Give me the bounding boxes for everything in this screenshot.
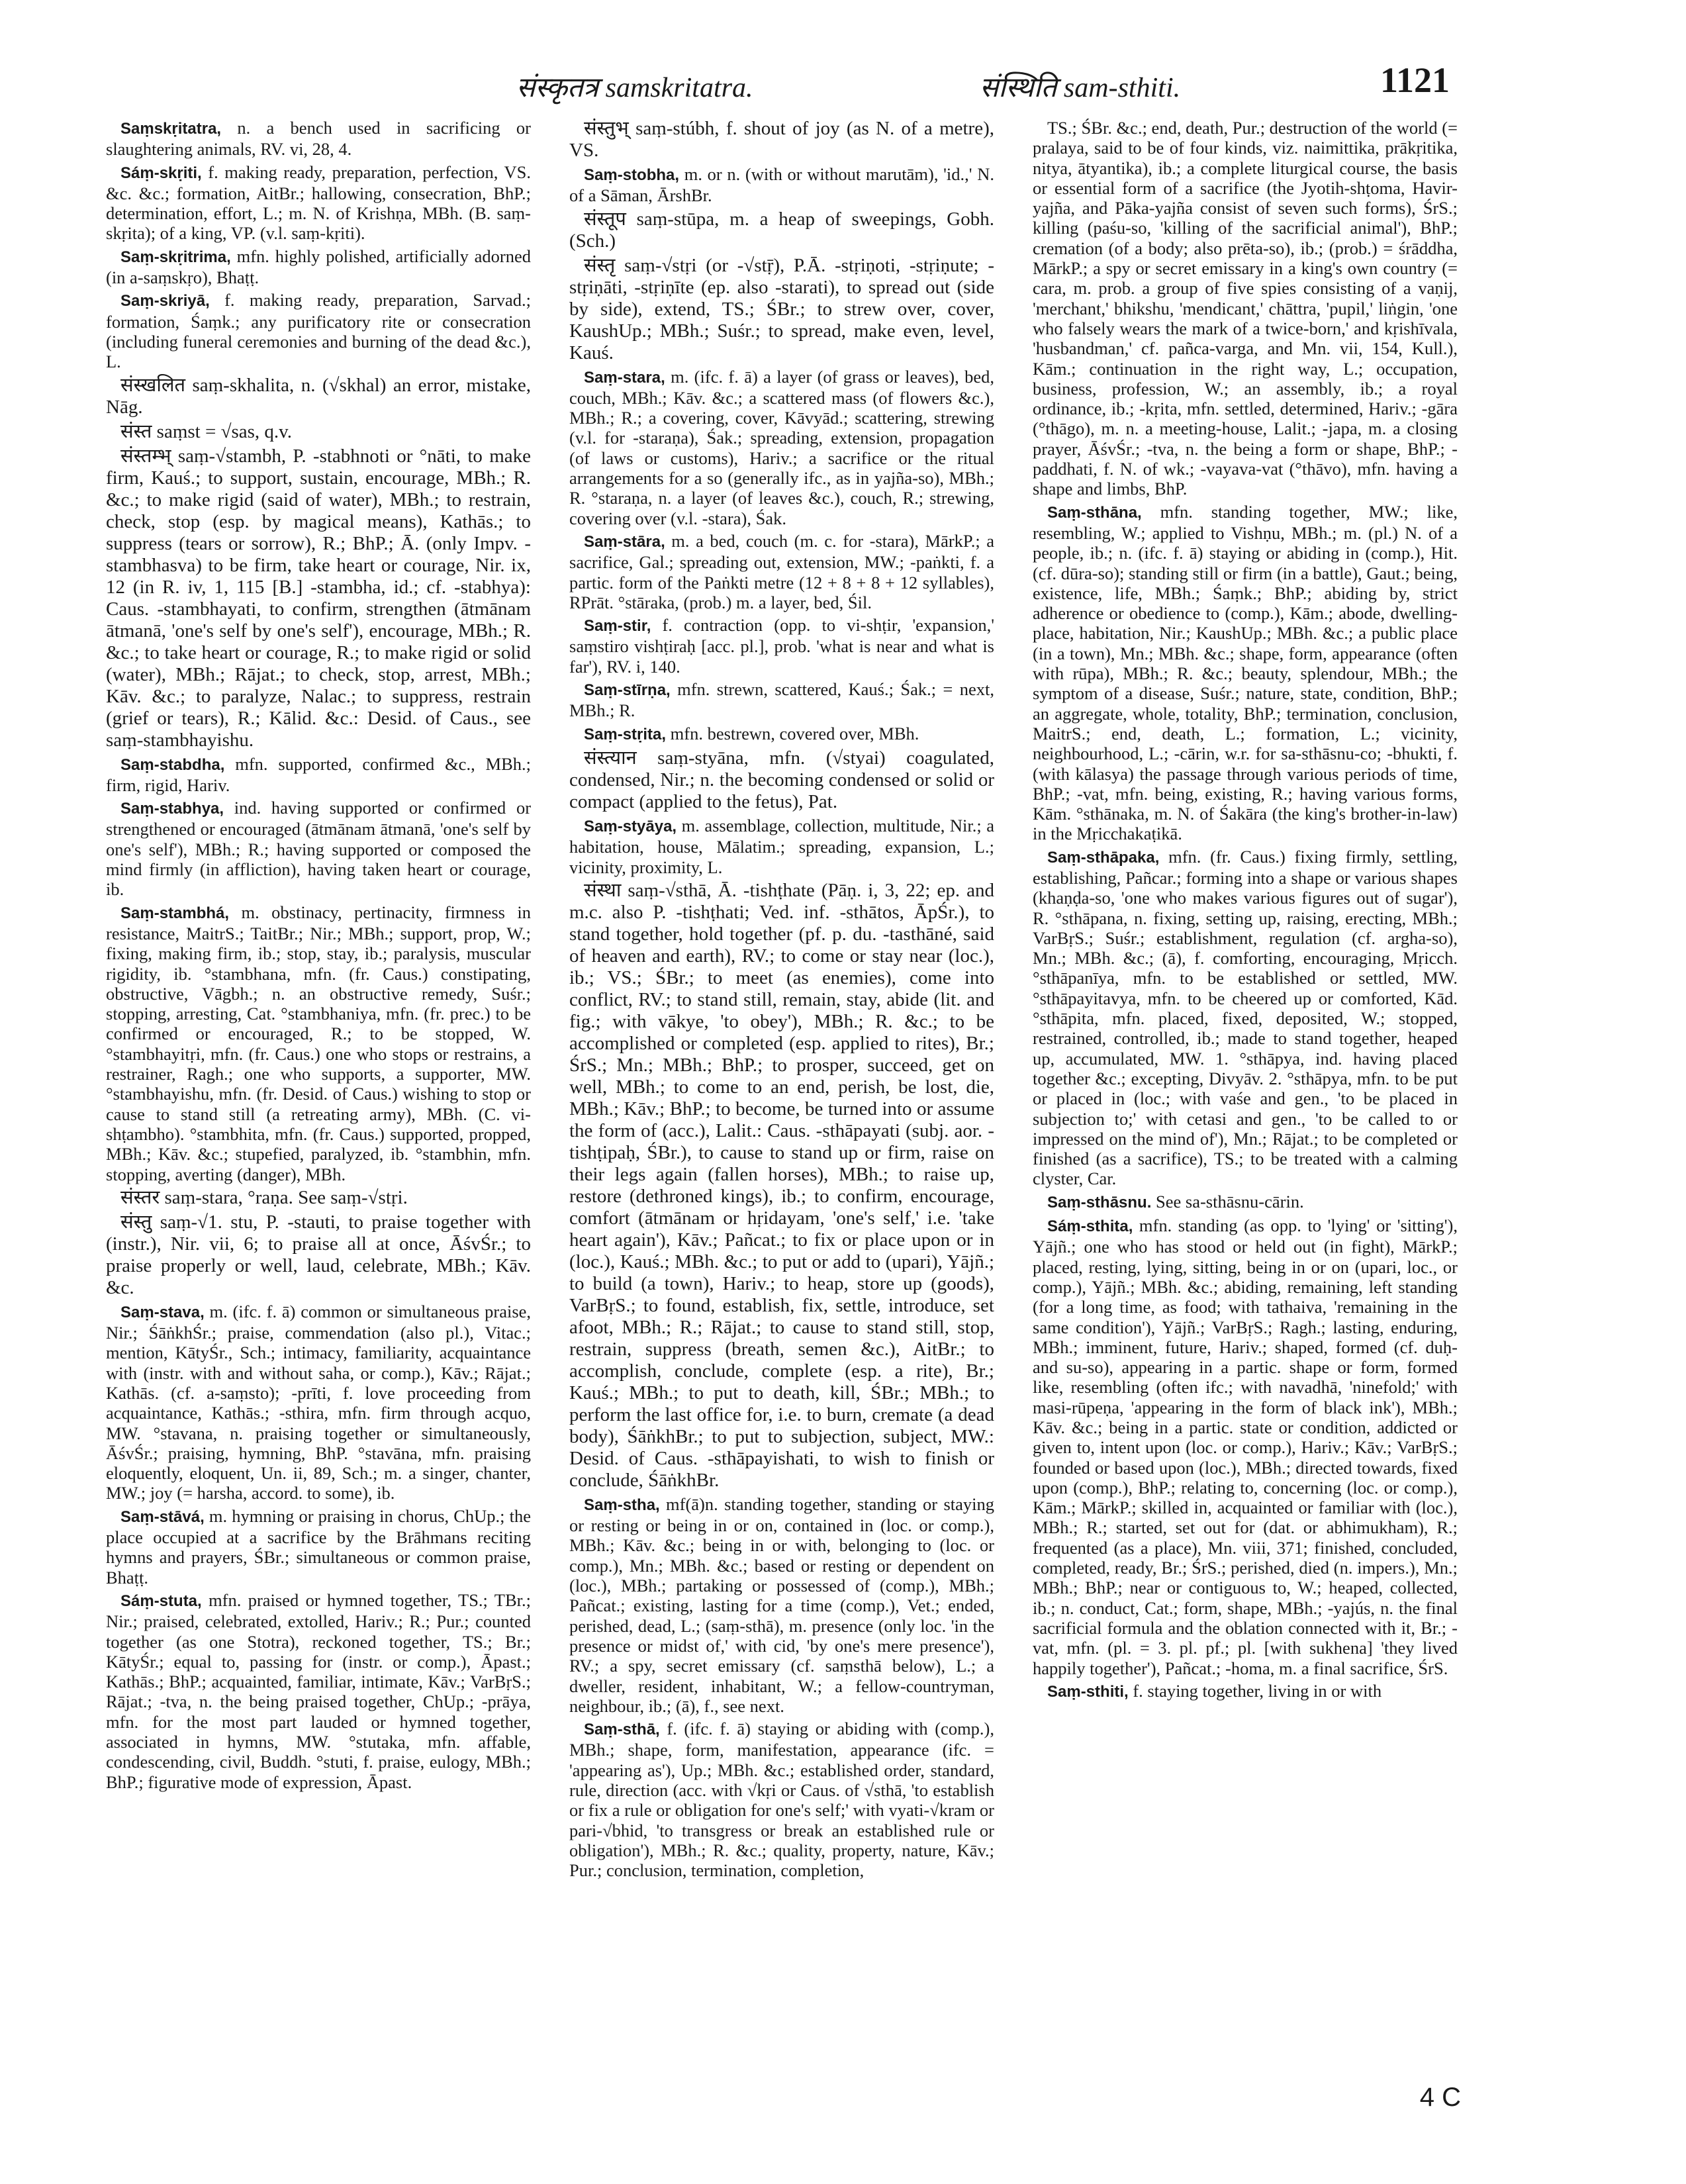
dictionary-entry [106,246,531,288]
header-right-word: संस्थिति sam-sthiti. [980,73,1181,103]
entry-headword: Saṃ-stabhya, [120,800,224,818]
dictionary-entry [569,255,994,364]
dictionary-entry [106,375,531,418]
entry-headword: Saṃ-sthā, [584,1721,660,1739]
signature-mark: 4 C [1419,2083,1461,2112]
dictionary-entry [569,118,994,162]
entry-headword: Saṃ-sthāpaka, [1047,848,1160,867]
dictionary-entry [106,902,531,1184]
text-columns [106,118,1463,2104]
dictionary-entry [1033,847,1458,1189]
dictionary-entry [106,1506,531,1588]
dictionary-entry [569,1494,994,1716]
dictionary-entry [569,164,994,206]
dictionary-entry [569,615,994,677]
dictionary-entry [569,531,994,612]
entry-definition: mf(ā)n. standing together, standing or staying or resting or being in or on, contained in (loc. or comp.), MBh.; Kāv. &c.; being in or with, belonging to (loc. or comp.), Mn.; MBh. &c.; based or resting or dependent on (loc.), MBh.; partaking or possessed of (comp.), MBh.; Pañcat.; existing, lasting for a time (comp.), Vet.; ended, perished, dead, L.; (saṃ-sthā), m. presence (only loc. 'in the presence or midst of,' with cid, 'by one's mere presence'), RV.; a spy, secret emissary (cf. saṃsthā below), L.; a dweller, resident, inhabitant, W.; a fellow-countryman, neighbour, ib.; (ā), f., see next. [569,1494,994,1716]
entry-headword: Saṃ-stṛita, [584,725,667,743]
dictionary-entry [1033,1215,1458,1678]
entry-definition: संस्त saṃst = √sas, q.v. [120,420,293,442]
dictionary-entry [569,209,994,252]
entry-headword: Sáṃ-sthita, [1047,1217,1133,1236]
entry-definition: m. a bed, couch (m. c. for -stara), MārkP.; a sacrifice, Gal.; spreading out, extension, MW.; -paṅkti, f. a partic. form of the Paṅkti metre (12 + 8 + 8 + 12 syllables), RPrāt. °stāraka, (prob.) m. a layer, bed, Śil. [569,530,994,612]
entry-definition: mfn. (fr. Caus.) fixing firmly, settling, establishing, Pañcar.; forming into a shape or various shapes (khaṇḍa-so, 'one who makes various figures out of sugar'), R. °sthāpana, n. fixing, setting up, raising, erecting, MBh.; VarBṛS.; Suśr.; establishment, regulation (cf. argha-so), Mn.; MBh. &c.; (ā), f. comforting, encouraging, Mṛicch. °sthāpanīya, mfn. to be established or settled, MW. °sthāpayitavya, mfn. to be cheered up or comforted, Kād. °sthāpita, mfn. placed, fixed, deposited, W.; stopped, restrained, controlled, ib.; made to stand together, heaped up, accumulated, MW. 1. °sthāpya, ind. having placed together &c.; excepting, Divyāv. 2. °sthāpya, mfn. to be put or placed in (loc.; with vaśe and gen., 'to be placed in subjection to;' with cetasi and gen., 'to be called to or impressed on the mind of'), Mn.; Rājat.; to be completed or finished (as a sacrifice), TS.; to be treated with a calming clyster, Car. [1033,846,1458,1189]
entry-definition: m. or n. (with or without marutām), 'id.,' N. of a Sāman, ĀrshBr. [569,164,994,206]
entry-definition: संस्तम्भ् saṃ-√stambh, P. -stabhnoti or °nāti, to make firm, Kauś.; to support, sustain, encourage, MBh.; R. &c.; to make rigid (said of water), MBh.; to restrain, check, stop (esp. by magical means), Kathās.; to suppress (tears or sorrow), R.; BhP.; Ā. (only Impv. -stambhasva) to be firm, take heart or courage, Nir. ix, 12 (in R. iv, 1, 115 [B.] -stambha, id.; cf. -stabhya): Caus. -stambhayati, to confirm, strengthen (ātmānam ātmanā, 'one's self by one's self'), encourage, MBh.; R. &c.; to take heart or courage, R.; to make rigid or solid (water), MBh.; Rājat.; to check, stop, arrest, MBh.; Kāv. &c.; to paralyze, Nalac.; to suppress, restrain (grief or tears), R.; Kālid. &c.: Desid. of Caus., see saṃ-stambhayishu. [106,445,531,751]
entry-definition: m. (ifc. f. ā) common or simultaneous praise, Nir.; ŚāṅkhŚr.; praise, commendation (also pl.), Vitac.; mention, KātyŚr., Sch.; intimacy, familiarity, acquaintance with (instr. with and without saha, or comp.), Kāv.; Rājat.; Kathās. (cf. a-saṃsto); -prīti, f. love proceeding from acquaintance, Kathās.; -sthira, mfn. firm through acquo, MW. °stavana, n. praising together or simultaneously, ĀśvŚr.; praising, hymning, BhP. °stavāna, mfn. praising eloquently, eloquent, Un. ii, 89, Sch.; m. a singer, chanter, MW.; joy (= harsha, accord. to some), ib. [106,1301,531,1503]
dictionary-entry [569,1719,994,1880]
dictionary-entry [1033,502,1458,844]
entry-definition: f. contraction (opp. to vi-shṭir, 'expansion,' saṃstiro vishṭiraḥ [acc. pl.], prob. 'what is near and what is far'), RV. i, 140. [569,615,994,677]
column-2 [569,118,994,2104]
entry-headword: Saṃ-stobha, [584,166,680,184]
entry-headword: Saṃ-skṛitrima, [120,248,231,266]
entry-headword: Saṃ-stambhá, [120,904,230,922]
entry-definition: f. making ready, preparation, perfection, VS. &c. &c.; formation, AitBr.; hallowing, consecration, BhP.; determination, effort, L.; m. N. of Krishṇa, MBh. (B. saṃ-skṛita); of a king, VP. (v.l. saṃ-kṛiti). [106,162,531,244]
scan-edge [0,0,1686,4]
dictionary-entry [569,816,994,877]
entry-definition: m. (ifc. f. ā) a layer (of grass or leaves), bed, couch, MBh.; Kāv. &c.; a scattered mass (of flowers &c.), MBh.; R.; a covering, cover, Kāvyād.; scattering, strewing (v.l. for -staraṇa), Śak.; spreading, extension, propagation (of laws or customs), Hariv.; a sacrifice or the ritual arrangements for a so (generally ifc., as in yajña-so), MBh.; R. °staraṇa, n. a layer (of leaves &c.), couch, R.; strewing, covering over (v.l. -stara), Śak. [569,366,994,528]
entry-headword: Saṃ-stāra, [584,532,665,551]
entry-definition: संस्तृ saṃ-√stṛi (or -√stṝ), P.Ā. -stṛiṇoti, -stṛiṇute; -stṛiṇāti, -stṛiṇīte (ep. also -starati), to spread out (side by side), extend, TS.; ŚBr.; to strew over, cover, KaushUp.; MBh.; Suśr.; to spread, make even, level, Kauś. [569,254,994,363]
entry-definition: f. making ready, preparation, Sarvad.; formation, Śaṃk.; any purificatory rite or consecration (including funeral ceremonies and burning of the dead &c.), L. [106,290,531,372]
entry-definition: mfn. supported, confirmed &c., MBh.; firm, rigid, Hariv. [106,753,531,795]
header-left-word: संस्कृतत्र samskritatra. [516,73,753,103]
entry-definition: m. hymning or praising in chorus, ChUp.; the place occupied at a sacrifice by the Brāhmans reciting hymns and prayers, ŚBr.; simultaneous or common praise, Bhaṭṭ. [106,1505,531,1588]
entry-definition: संस्खलित saṃ-skhalita, n. (√skhal) an error, mistake, Nāg. [106,374,531,418]
dictionary-entry [106,1187,531,1209]
entry-headword: Saṃ-stāvá, [120,1507,205,1526]
entry-definition: संस्था saṃ-√sthā, Ā. -tishṭhate (Pāṇ. i, 3, 22; ep. and m.c. also P. -tishṭhati; Ved. inf. -sthātos, ĀpŚr.), to stand together, hold together (pf. p. du. -tasthāné, said of heaven and earth), RV.; to come or stay near (loc.), ib.; VS.; ŚBr.; to meet (as enemies), come into conflict, RV.; to stand still, remain, stay, abide (lit. and fig.; with vākye, 'to obey'), MBh.; R. &c.; to be accomplished or completed (esp. applied to rites), Br.; ŚrS.; Mn.; MBh.; BhP.; to prosper, succeed, get on well, MBh.; to come to an end, perish, be lost, die, MBh.; Kāv.; BhP.; to become, be turned into or assume the form of (acc.), Lalit.: Caus. -sthāpayati (subj. aor. -tishṭipaḥ, ŚBr.), to cause to stand up or firm, raise on their legs again (fallen horses), MBh.; to raise up, restore (dethroned kings), ib.; to confirm, encourage, comfort (ātmānam or hṛidayam, 'one's self,' i.e. 'take heart again'), Kāv.; Pañcat.; to fix or place upon or in (loc.), Kauś.; MBh. &c.; to put or add to (upari), Yājñ.; to build (a town), Hariv.; to heap, store up (goods), VarBṛS.; to found, establish, fix, settle, introduce, set afoot, MBh.; R.; Rājat.; to cause to stand still, stop, restrain, suppress (breath, semen &c.), AitBr.; to accomplish, conclude, complete (esp. a rite), Br.; Kauś.; MBh.; to put to death, kill, ŚBr.; MBh.; to perform the last office for, i.e. to burn, cremate (a dead body), ŚāṅkhBr.; to put to subjection, subject, MW.: Desid. of Caus. -sthāpayishati, to wish to finish or conclude, ŚāṅkhBr. [569,879,994,1491]
entry-definition: m. assemblage, collection, multitude, Nir.; a habitation, house, Mālatim.; spreading, expansion, L.; vicinity, proximity, L. [569,815,994,877]
entry-definition: संस्तूप saṃ-stūpa, m. a heap of sweepings, Gobh. (Sch.) [569,208,994,252]
dictionary-entry [106,1590,531,1792]
entry-definition: mfn. highly polished, artificially adorned (in a-saṃskṛo), Bhaṭṭ. [106,246,531,288]
entry-definition: f. staying together, living in or with [1133,1680,1382,1701]
dictionary-entry [569,679,994,721]
column-1 [106,118,531,2104]
entry-headword: Saṃ-sthāna, [1047,503,1142,522]
dictionary-entry [106,118,531,160]
entry-headword: Saṃ-sthāsnu. [1047,1193,1152,1211]
entry-headword: Saṃ-stara, [584,368,665,387]
entry-definition: संस्तु saṃ-√1. stu, P. -stauti, to praise together with (instr.), Nir. vii, 6; to praise all at once, ĀśvŚr.; to praise properly or well, laud, celebrate, MBh.; Kāv. &c. [106,1211,531,1298]
dictionary-entry [106,421,531,443]
running-header [106,58,1450,111]
entry-definition: mfn. bestrewn, covered over, MBh. [670,723,919,743]
dictionary-entry [106,754,531,796]
dictionary-entry [569,880,994,1492]
dictionary-entry [569,747,994,813]
dictionary-entry [106,1211,531,1299]
entry-definition: mfn. strewn, scattered, Kauś.; Śak.; = next, MBh.; R. [569,679,994,721]
entry-definition: mfn. standing (as opp. to 'lying' or 'sitting'), Yājñ.; one who has stood or held out (in fight), MārkP.; placed, resting, lying, sitting, being in or on (upari, loc., or comp.), Yājñ.; MBh. &c.; abiding, remaining, left standing (for a long time, as food; with tathaiva, 'remaining in the same condition'), Yājñ.; VarBṛS.; Ragh.; lasting, enduring, MBh.; imminent, future, Hariv.; shaped, formed (cf. duḥ- and su-so), appearing in a partic. shape or form, formed like, resembling (often ifc.; with navadhā, 'ninefold;' with masi-rūpeṇa, 'appearing in the form of black ink'), MBh.; Kāv. &c.; being in a partic. state or condition, addicted or given to, intent upon (loc. or comp.), Hariv.; Kāv.; VarBṛS.; founded or based upon (loc.), MBh.; directed towards, fixed upon (comp.), BhP.; relating to, concerning (loc. or comp.), Kām.; MārkP.; skilled in, acquainted or familiar with (loc.), MBh.; R.; started, set out for (dat. or abhimukham), R.; frequented (as a place), Mn. viii, 371; finished, concluded, completed, ready, Br.; ŚrS.; perished, died (n. impers.), Mn.; MBh.; BhP.; near or contiguous to, W.; heaped, collected, ib.; n. conduct, Cat.; form, shape, MBh.; -yajús, n. the final sacrificial formula and the oblation connected with it, Br.; -vat, mfn. (pl. = 3. pl. pf.; pl. [with sukhena] 'they lived happily together'), Pañcat.; -homa, m. a final sacrifice, ŚrS. [1033,1215,1458,1678]
entry-headword: Saṃ-stha, [584,1496,660,1514]
entry-headword: Saṃ-stabdha, [120,755,225,774]
dictionary-entry [106,446,531,751]
entry-headword: Saṃ-stīrṇa, [584,681,671,700]
entry-headword: Saṃskṛitatra, [120,120,222,138]
entry-definition: संस्तुभ् saṃ-stúbh, f. shout of joy (as N. of a metre), VS. [569,118,994,161]
entry-definition: f. (ifc. f. ā) staying or abiding with (comp.), MBh.; shape, form, manifestation, appearance (ifc. = 'appearing as'), Up.; MBh. &c.; established order, standard, rule, direction (acc. with √kṛi or Caus. of √sthā, 'to establish or fix a rule or obligation for one's self;' with vyati-√kram or pari-√bhid, 'to transgress or break an established rule or obligation'), MBh.; R. &c.; quality, property, nature, Kāv.; Pur.; conclusion, termination, completion, [569,1719,994,1881]
dictionary-entry [569,367,994,528]
entry-headword: Sáṃ-skṛiti, [120,164,202,182]
entry-definition: संस्तर saṃ-stara, °raṇa. See saṃ-√stṛi. [120,1186,408,1208]
entry-definition: संस्त्यान saṃ-styāna, mfn. (√styai) coagulated, condensed, Nir.; n. the becoming condensed or solid or compact (applied to the fetus), Pat. [569,747,994,812]
entry-headword: Saṃ-stava, [120,1303,205,1321]
dictionary-entry [106,290,531,371]
column-3 [1033,118,1458,2104]
entry-headword: Saṃ-stir, [584,617,651,636]
entry-definition: See sa-sthāsnu-cārin. [1156,1191,1304,1211]
entry-definition: mfn. standing together, MW.; like, resembling, W.; applied to Vishṇu, MBh.; m. (pl.) N. of a people, ib.; n. (ifc. f. ā) staying or abiding in (comp.), Hit. (cf. dūra-so); standing still or firm (in a battle), Gaut.; being, existence, life, MBh.; Śaṃk.; BhP.; abiding by, strict adherence or obedience to (comp.), Kām.; abode, dwelling-place, habitation, Nir.; KaushUp.; MBh. &c.; a public place (in a town), Mn.; MBh. &c.; shape, form, appearance (often with rūpa), MBh.; R. &c.; beauty, splendour, MBh.; the symptom of a disease, Suśr.; nature, state, condition, BhP.; an aggregate, whole, totality, BhP.; termination, conclusion, MaitrS.; end, death, L.; formation, L.; vicinity, neighbourhood, L.; -cārin, w.r. for sa-sthāsnu-co; -bhukti, f. (with kālasya) the passage through various periods of time, BhP.; -vat, mfn. being, existing, R.; having various forms, Kām. °sthānaka, m. N. of Śakāra (the king's brother-in-law) in the Mṛicchakaṭikā. [1033,501,1458,844]
dictionary-entry [1033,1681,1458,1702]
dictionary-entry [106,162,531,244]
dictionary-entry [106,1302,531,1503]
page-number: 1121 [1380,60,1450,100]
entry-headword: Saṃ-styāya, [584,817,677,835]
dictionary-entry [569,724,994,745]
entry-definition: ind. having supported or confirmed or strengthened or encouraged (ātmānam ātmanā, 'one's self by one's self'), MBh.; R.; having supported or composed the mind firmly (in affliction), having taken heart or courage, ib. [106,798,531,900]
entry-headword: Sáṃ-stuta, [120,1591,202,1610]
dictionary-entry [1033,1192,1458,1213]
entry-definition: n. a bench used in sacrificing or slaughtering animals, RV. vi, 28, 4. [106,118,531,160]
dictionary-entry [106,798,531,899]
entry-headword: Saṃ-skriyā, [120,292,210,310]
entry-definition: TS.; ŚBr. &c.; end, death, Pur.; destruction of the world (= pralaya, said to be of four kinds, viz. naimittika, prākṛitika, nitya, ātyantika), ib.; a complete liturgical course, the basis or essential form of a sacrifice (the Jyotih-shṭoma, Havir-yajña, and Pāka-yajña consist of seven such forms), ŚrS.; killing (paśu-so, 'killing of the sacrificial animal'), BhP.; cremation (of a body; also prēta-so), ib.; (prob.) = śrāddha, MārkP.; a spy or secret emissary in a king's own country (= cara, m. prob. a group of five spies consisting of a vaṇij, 'merchant,' bhikshu, 'mendicant,' chāttra, 'pupil,' liṅgin, 'one who falsely wears the mark of a twice-born,' and kṛishīvala, 'husbandman,' cf. pañca-varga, and Mn. vii, 154, Kull.), Kām.; continuation in the right way, L.; occupation, business, profession, W.; an assembly, ib.; a royal ordinance, ib.; -kṛita, mfn. settled, determined, Hariv.; -gāra (°thāgo), m. n. a meeting-house, Lalit.; -japa, m. a closing prayer, ĀśvŚr.; -tva, n. the being a form or shape, BhP.; -paddhati, f. N. of wk.; -vayava-vat (°thāvo), mfn. having a shape and limbs, BhP. [1033,118,1458,499]
dictionary-entry [1033,118,1458,499]
entry-headword: Saṃ-sthiti, [1047,1682,1129,1701]
entry-definition: mfn. praised or hymned together, TS.; TBr.; Nir.; praised, celebrated, extolled, Hariv.; R.; Pur.; counted together (as one Stotra), reckoned together, TS.; Br.; KātyŚr.; equal to, passing for (instr. or comp.), Āpast.; Kathās.; BhP.; acquainted, familiar, intimate, Kāv.; VarBṛS.; Rājat.; -tva, n. the being praised together, ChUp.; -prāya, mfn. for the most part lauded or hymned together, associated in hymns, MW. °stutaka, mfn. affable, condescending, civil, Buddh. °stuti, f. praise, eulogy, MBh.; BhP.; figurative mode of expression, Āpast. [106,1590,531,1792]
entry-definition: m. obstinacy, pertinacity, firmness in resistance, MaitrS.; TaitBr.; Nir.; MBh.; support, prop, W.; fixing, making firm, ib.; stop, stay, ib.; paralysis, muscular rigidity, ib. °stambhana, mfn. (fr. Caus.) constipating, obstructive, Vāgbh.; n. an obstructive remedy, Suśr.; stopping, arresting, Cat. °stambhaniya, mfn. (fr. prec.) to be confirmed or encouraged, R.; to be stopped, W. °stambhayitṛi, mfn. (fr. Caus.) one who stops or restrains, a restrainer, Ragh.; one who supports, a supporter, MW. °stambhayishu, mfn. (fr. Desid. of Caus.) wishing to stop or cause to stand still (a retreating army), MBh. (C. vi-shṭambho). °stambhita, mfn. (fr. Caus.) supported, propped, MBh.; Kāv. &c.; stupefied, paralyzed, ib. °stambhin, mfn. stopping, averting (danger), MBh. [106,902,531,1184]
